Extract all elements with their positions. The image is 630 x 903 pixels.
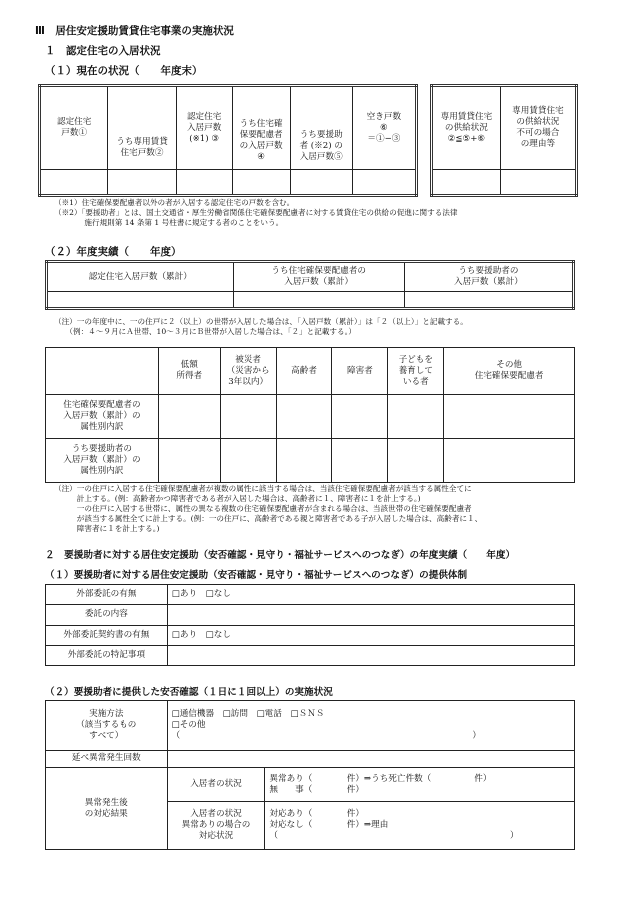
contract-label: 外部委託契約書の有無 — [46, 625, 168, 645]
resident-status-label: 入居者の状況 — [167, 768, 265, 802]
priority-occupied-header: うち住宅確 保要配慮者 の入居戸数 ④ — [232, 86, 290, 170]
supply-status-header: 専用賃貸住宅 の供給状況 ②≦⑤+⑥ — [432, 86, 501, 170]
response-status-label: 入居者の状況 異常ありの場合の 対応状況 — [167, 802, 265, 850]
cell — [220, 439, 276, 483]
cell — [388, 439, 444, 483]
cell — [108, 170, 176, 196]
cell — [500, 170, 576, 196]
dedicated-units-header: うち専用賃貸 住宅戸数② — [108, 86, 176, 170]
current-status-table — [38, 84, 418, 197]
response-status-field[interactable]: 対応あり（ 件） 対応なし（ 件）⇒理由 （ ） — [265, 802, 575, 850]
child-rearing-header: 子どもを 養育して いる者 — [388, 348, 444, 395]
note-2-cont: 施行規則第 14 条第 1 号柱書に規定する者のことをいう。 — [54, 218, 284, 227]
cell — [40, 170, 108, 196]
resident-status-field[interactable]: 異常あり（ 件）⇒うち死亡件数（ 件） 無 事（ 件） — [265, 768, 575, 802]
note-1: （※1）住宅確保要配慮者以外の者が入居する認定住宅の戸数を含む。 — [54, 198, 295, 207]
note-4-l2: 計上する。(例：高齢者かつ障害者である者が入居した場合は、高齢者に１、障害者に１を計上する。) — [54, 494, 421, 503]
note-4-l4: が該当する属性全てに計上する。(例：一の住戸に、高齢者である親と障害者である子が入居した場合は、高齢者に１、 — [54, 514, 483, 523]
method-options[interactable]: □通信機器 □訪問 □電話 □ＳＮＳ □その他 （ ） — [167, 701, 574, 751]
safety-check-table — [45, 700, 575, 850]
other-priority-header: その他 住宅確保要配慮者 — [444, 348, 575, 395]
contract-checkboxes[interactable]: □あり □なし — [167, 625, 574, 645]
supply-status-table — [430, 84, 578, 197]
anomaly-count-field[interactable] — [167, 750, 574, 768]
page-title: Ⅲ 居住安定援助賃貸住宅事業の実施状況 — [35, 25, 234, 37]
vacant-units-header: 空き戸数 ⑥ ＝①−③ — [352, 86, 416, 170]
subsection-1-1-heading: （１）現在の状況（ 年度末） — [45, 65, 203, 77]
anomaly-count-label: 延べ異常発生回数 — [46, 750, 168, 768]
cell — [332, 395, 388, 439]
cell — [158, 439, 220, 483]
outsourcing-notes-field[interactable] — [167, 645, 574, 665]
subsection-2-2-heading: （２）要援助者に提供した安否確認（１日に１回以上）の実施状況 — [45, 687, 333, 698]
cell — [176, 170, 232, 196]
cell — [158, 395, 220, 439]
cell — [232, 170, 290, 196]
outsourcing-notes-label: 外部委託の特記事項 — [46, 645, 168, 665]
supply-reason-header: 専用賃貸住宅 の供給状況 不可の場合 の理由等 — [500, 86, 576, 170]
cell — [388, 395, 444, 439]
cell — [220, 395, 276, 439]
certified-units-header: 認定住宅 戸数① — [40, 86, 108, 170]
priority-occupied-total-header: うち住宅確保要配慮者の 入居戸数（累計） — [233, 262, 404, 292]
occupied-units-header: 認定住宅 入居戸数 (※1) ③ — [176, 86, 232, 170]
assisted-occupied-header: うち要援助 者 (※2) の 入居戸数⑤ — [290, 86, 352, 170]
outsourcing-content-label: 委託の内容 — [46, 605, 168, 625]
method-label: 実施方法 （該当するもの すべて） — [46, 701, 168, 751]
section-2-heading: ２ 要援助者に対する居住安定援助（安否確認・見守り・福祉サービスへのつなぎ）の年度実績（ 年度） — [45, 550, 516, 561]
elderly-header: 高齢者 — [276, 348, 332, 395]
disabled-header: 障害者 — [332, 348, 388, 395]
cell — [352, 170, 416, 196]
cell — [432, 170, 501, 196]
assisted-occupied-total-header: うち要援助者の 入居戸数（累計） — [404, 262, 573, 292]
section-1-heading: １ 認定住宅の入居状況 — [45, 45, 161, 57]
cell — [332, 439, 388, 483]
disaster-victim-header: 被災者 （災害から 3年以内） — [220, 348, 276, 395]
cell — [290, 170, 352, 196]
subsection-2-1-heading: （１）要援助者に対する居住安定援助（安否確認・見守り・福祉サービスへのつなぎ）の提供体制 — [45, 570, 468, 581]
cell — [276, 395, 332, 439]
attribute-breakdown-table — [45, 347, 575, 483]
corner-cell — [46, 348, 159, 395]
note-3-example: （例：４〜９月にＡ世帯、10〜３月にＢ世帯が入居した場合は、「２」と記載する。） — [54, 327, 357, 336]
cell — [276, 439, 332, 483]
annual-results-table — [45, 260, 575, 310]
note-4-l5: 障害者に１を計上する。) — [54, 524, 160, 533]
cell — [404, 292, 573, 309]
outsourcing-label: 外部委託の有無 — [46, 585, 168, 605]
row-assisted-breakdown: うち要援助者の 入居戸数（累計）の 属性別内訳 — [46, 439, 159, 483]
cell — [233, 292, 404, 309]
note-3: （注）一の年度中に、一の住戸に２（以上）の世帯が入居した場合は、「入居戸数（累計）」は「２（以上）」と記載する。 — [54, 317, 468, 326]
note-4: （注）一の住戸に入居する住宅確保要配慮者が複数の属性に該当する場合は、当該住宅確保要配慮者が該当する属性全てに — [54, 484, 472, 493]
low-income-header: 低額 所得者 — [158, 348, 220, 395]
note-4-l3: 一の住戸に入居する世帯に、属性の異なる複数の住宅確保要配慮者が含まれる場合は、当該世帯の住宅確保要配慮者 — [54, 504, 472, 513]
outsourcing-checkboxes[interactable]: □あり □なし — [167, 585, 574, 605]
subsection-1-2-heading: （２）年度実績（ 年度） — [45, 246, 182, 258]
after-anomaly-label: 異常発生後 の対応結果 — [46, 768, 168, 850]
support-system-table — [45, 584, 575, 666]
cell — [444, 439, 575, 483]
outsourcing-content-field[interactable] — [167, 605, 574, 625]
cell — [444, 395, 575, 439]
row-priority-breakdown: 住宅確保要配慮者の 入居戸数（累計）の 属性別内訳 — [46, 395, 159, 439]
note-2: （※2）「要援助者」とは、国土交通省・厚生労働省関係住宅確保要配慮者に対する賃貸住宅の供給の促進に関する法律 — [54, 208, 458, 217]
cell — [47, 292, 234, 309]
certified-occupied-total-header: 認定住宅入居戸数（累計） — [47, 262, 234, 292]
